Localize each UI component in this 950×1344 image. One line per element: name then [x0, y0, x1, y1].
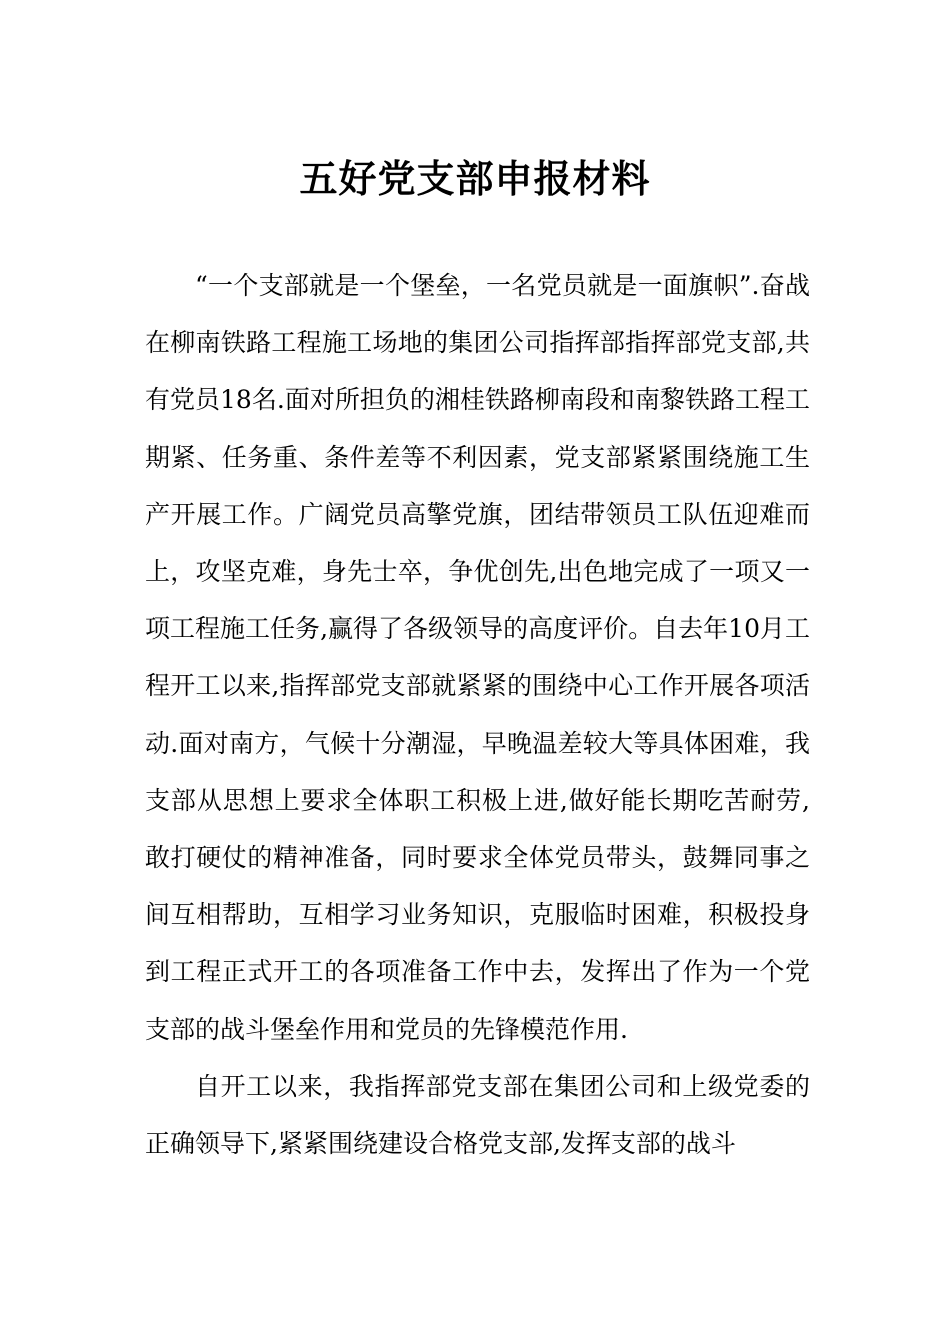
body-paragraph-2: 自开工以来，我指挥部党支部在集团公司和上级党委的正确领导下,紧紧围绕建设合格党支部,发挥支部的战斗 [145, 1071, 810, 1159]
document-title: 五好党支部申报材料 [299, 156, 651, 202]
document-body [145, 257, 810, 1172]
body-paragraph-1: “一个支部就是一个堡垒，一名党员就是一面旗帜”.奋战在柳南铁路工程施工场地的集团公司指挥部指挥部党支部,共有党员18名.面对所担负的湘桂铁路柳南段和南黎铁路工程工期紧、任务重、条件差等不利因素，党支部紧紧围绕施工生产开展工作。广阔党员高擎党旗，团结带领员工队伍迎难而上，攻坚克难，身先士卒，争优创先,出色地完成了一项又一项工程施工任务,赢得了各级领导的高度评价。自去年10月工程开工以来,指挥部党支部就紧紧的围绕中心工作开展各项活动.面对南方，气候十分潮湿，早晚温差较大等具体困难，我支部从思想上要求全体职工积极上进,做好能长期吃苦耐劳,敢打硬仗的精神准备，同时要求全体党员带头，鼓舞同事之间互相帮助，互相学习业务知识，克服临时困难，积极投身到工程正式开工的各项准备工作中去，发挥出了作为一个党支部的战斗堡垒作用和党员的先锋模范作用. [145, 271, 810, 1044]
